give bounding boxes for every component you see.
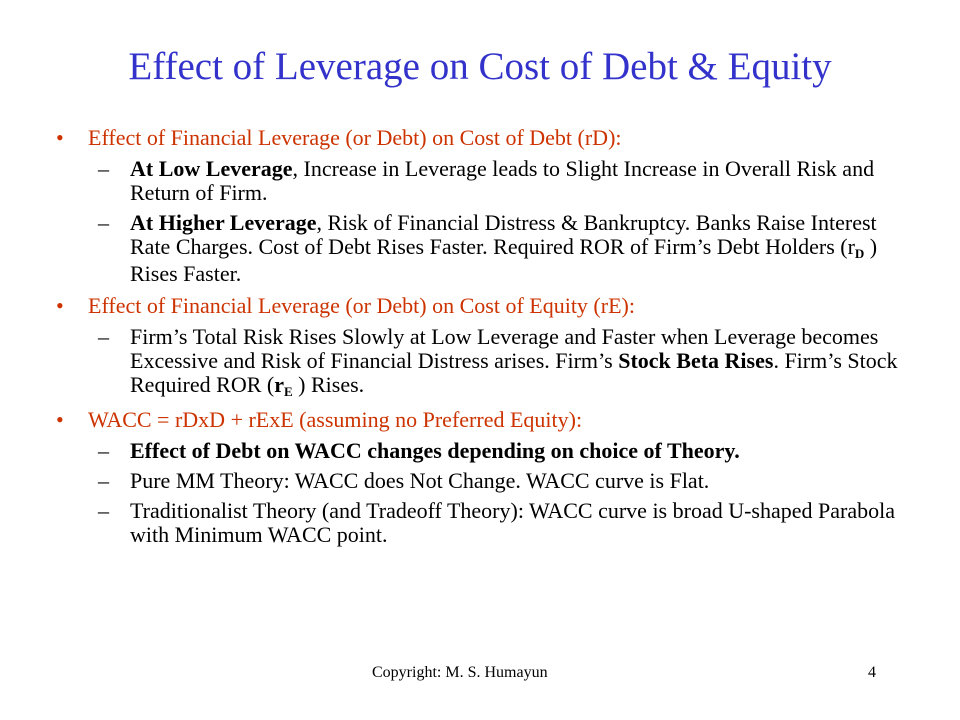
dash-marker: –: [98, 324, 109, 349]
subscript-d: D: [854, 246, 865, 261]
footer-copyright: Copyright: M. S. Humayun: [372, 664, 548, 681]
sub-low-leverage: [56, 157, 916, 205]
low-leverage-text: , Increase in Leverage leads to Slight Increase in Overall Risk and Return of Firm.: [130, 156, 875, 205]
total-risk-after: ) Rises.: [292, 372, 365, 397]
sub-higher-leverage: [56, 211, 916, 286]
bullet-cost-of-debt: • Effect of Financial Leverage (or Debt) on Cost of Debt (rD):: [56, 125, 916, 151]
bold-r: r: [274, 372, 284, 397]
slide-content: [56, 118, 916, 547]
sub-total-risk: [56, 325, 916, 400]
bold-higher-leverage: At Higher Leverage: [130, 210, 317, 235]
sub-traditionalist: [56, 499, 916, 547]
dash-marker: –: [98, 156, 109, 181]
subscript-e: E: [283, 384, 293, 399]
sub-pure-mm: [56, 469, 916, 493]
traditionalist-text: Traditionalist Theory (and Tradeoff Theory): WACC curve is broad U-shaped Parabola with Minimum WACC point.: [130, 498, 895, 547]
pure-mm-text: Pure MM Theory: WACC does Not Change. WACC curve is Flat.: [130, 468, 710, 493]
dash-marker: –: [98, 498, 109, 523]
bullet-wacc: • WACC = rDxD + rExE (assuming no Preferred Equity):: [56, 407, 916, 433]
sub-effect-of-debt: [56, 439, 916, 463]
bold-effect-of-debt: Effect of Debt on WACC changes depending on choice of Theory.: [130, 438, 740, 463]
bold-stock-beta: Stock Beta Rises: [618, 348, 774, 373]
higher-leverage-text: , Risk of Financial Distress & Bankruptcy. Banks Raise Interest Rate Charges. Cost of Debt Rises Faster. Required ROR of Firm’s Debt Holders (r: [130, 210, 877, 259]
slide-title: Effect of Leverage on Cost of Debt & Equity: [128, 45, 832, 88]
bold-low-leverage: At Low Leverage: [130, 156, 293, 181]
bullet-cost-of-equity: • Effect of Financial Leverage (or Debt) on Cost of Equity (rE):: [56, 293, 916, 319]
footer-page-number: 4: [868, 664, 876, 681]
dash-marker: –: [98, 438, 109, 463]
dash-marker: –: [98, 210, 109, 235]
higher-leverage-after: ) Rises Faster.: [130, 234, 878, 286]
total-risk-mid: . Firm’s Stock Required ROR (: [130, 348, 898, 397]
total-risk-text: Firm’s Total Risk Rises Slowly at Low Leverage and Faster when Leverage becomes Excessive and Risk of Financial Distress arises. Firm’s: [130, 324, 879, 373]
dash-marker: –: [98, 468, 109, 493]
